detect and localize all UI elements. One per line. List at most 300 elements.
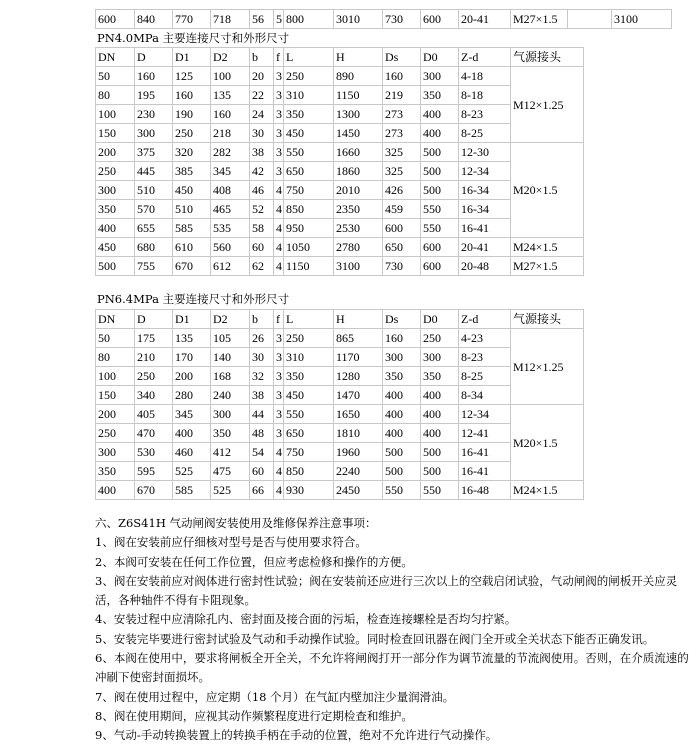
table-cell: 282	[211, 143, 250, 162]
table-cell: 755	[135, 257, 173, 276]
table-cell: 4-18	[459, 67, 511, 86]
table-cell: 210	[135, 348, 173, 367]
table-cell: 150	[96, 386, 135, 405]
column-header: D2	[211, 310, 250, 329]
column-header: H	[334, 48, 383, 67]
table-row	[96, 181, 584, 200]
table-cell: 3	[274, 105, 284, 124]
table-cell: 250	[421, 329, 459, 348]
table-cell: 2780	[334, 238, 383, 257]
table-cell: 3	[274, 386, 284, 405]
table-cell: 1300	[334, 105, 383, 124]
table-cell: 38	[250, 386, 274, 405]
table-cell: 8-23	[459, 348, 511, 367]
table-cell: 310	[284, 348, 334, 367]
table-cell: 500	[421, 181, 459, 200]
pn40-table	[95, 47, 584, 276]
column-header: Z-d	[459, 310, 511, 329]
column-header: b	[250, 310, 274, 329]
air-connector-cell: M20×1.5	[511, 143, 584, 238]
table-cell: 175	[135, 329, 173, 348]
table-cell: 250	[96, 162, 135, 181]
table-cell: 273	[383, 105, 421, 124]
table-cell: 300	[96, 181, 135, 200]
table-cell: 160	[173, 86, 211, 105]
table-cell: 730	[383, 257, 421, 276]
table-cell: 930	[284, 481, 334, 500]
table-cell: 850	[284, 200, 334, 219]
table-cell: 300	[383, 348, 421, 367]
table-cell: 610	[173, 238, 211, 257]
table-cell: 600	[383, 219, 421, 238]
table-cell: 500	[96, 257, 135, 276]
table-cell: 750	[284, 443, 334, 462]
table-cell: 250	[284, 67, 334, 86]
table-cell: 400	[383, 386, 421, 405]
table-cell: 1150	[334, 86, 383, 105]
table-cell: 8-25	[459, 367, 511, 386]
table-cell: 42	[250, 162, 274, 181]
table-cell: 400	[421, 424, 459, 443]
table-cell	[568, 10, 612, 29]
column-header: DN	[96, 48, 135, 67]
table-cell: 3	[274, 86, 284, 105]
table-cell: 32	[250, 367, 274, 386]
table-cell: 16-41	[459, 443, 511, 462]
table-cell: 250	[96, 424, 135, 443]
table-cell: 16-34	[459, 200, 511, 219]
table-cell: 250	[135, 367, 173, 386]
table-cell: 412	[211, 443, 250, 462]
table-cell: 5	[274, 10, 284, 29]
table-cell: 30	[250, 124, 274, 143]
table-cell: 3	[274, 124, 284, 143]
note-item: 7、阀在使用过程中，应定期（18 个月）在气缸内壁加注少量润滑油。	[95, 689, 455, 704]
table-cell: 100	[96, 105, 135, 124]
table-cell: 459	[383, 200, 421, 219]
table-cell: 240	[211, 386, 250, 405]
table-row	[96, 162, 584, 181]
table-cell: 1810	[334, 424, 383, 443]
table-cell: 530	[135, 443, 173, 462]
table-cell: 160	[211, 105, 250, 124]
table-cell: 3	[274, 143, 284, 162]
column-header: D2	[211, 48, 250, 67]
table-cell: 510	[173, 200, 211, 219]
table-cell: 320	[173, 143, 211, 162]
table-cell: 16-34	[459, 181, 511, 200]
table-cell: 190	[173, 105, 211, 124]
table-cell: 200	[96, 405, 135, 424]
table-cell: 125	[173, 67, 211, 86]
column-header: L	[284, 310, 334, 329]
table-cell: 400	[421, 386, 459, 405]
table-cell: 730	[383, 10, 421, 29]
table-cell: 2450	[334, 481, 383, 500]
note-item: 2、本阀可安装在任何工作位置，但应考虑检修和操作的方便。	[95, 554, 413, 569]
column-header: D	[135, 310, 173, 329]
column-header: D0	[421, 310, 459, 329]
column-header: 气源接头	[511, 48, 584, 67]
table-cell: 550	[421, 219, 459, 238]
table-cell: 26	[250, 329, 274, 348]
table-cell: 4	[274, 181, 284, 200]
column-header: DN	[96, 310, 135, 329]
table-cell: 4	[274, 238, 284, 257]
table-cell: 500	[383, 443, 421, 462]
table-cell: 4	[274, 200, 284, 219]
table-cell: 2530	[334, 219, 383, 238]
table-cell: 800	[284, 10, 334, 29]
table-cell: 400	[383, 424, 421, 443]
table-cell: 670	[173, 257, 211, 276]
table-cell: 4	[274, 462, 284, 481]
table-cell: 8-18	[459, 86, 511, 105]
table-cell: 375	[135, 143, 173, 162]
table-cell: 650	[284, 424, 334, 443]
table-row	[96, 443, 584, 462]
column-header: Ds	[383, 48, 421, 67]
table-cell: 600	[421, 10, 459, 29]
table-cell: 1470	[334, 386, 383, 405]
table-row	[96, 143, 584, 162]
table-cell: 30	[250, 348, 274, 367]
table-cell: 22	[250, 86, 274, 105]
pn64-table	[95, 309, 584, 500]
table-cell: 600	[421, 257, 459, 276]
table-cell: 218	[211, 124, 250, 143]
table-cell: 510	[135, 181, 173, 200]
table-cell: 219	[383, 86, 421, 105]
table-cell: 1050	[284, 238, 334, 257]
table-cell: 300	[135, 124, 173, 143]
table-cell: 16-41	[459, 462, 511, 481]
column-header: L	[284, 48, 334, 67]
table-cell: 12-34	[459, 162, 511, 181]
maintenance-notes	[95, 514, 695, 746]
table-cell: 150	[96, 124, 135, 143]
table-cell: 44	[250, 405, 274, 424]
table-row	[96, 481, 584, 500]
table-cell: 250	[173, 124, 211, 143]
table-cell: 400	[421, 124, 459, 143]
table-cell: M27×1.5	[511, 10, 568, 29]
table-cell: 300	[211, 405, 250, 424]
table-cell: 340	[135, 386, 173, 405]
pn40-caption: PN4.0MPa 主要连接尺寸和外形尺寸	[97, 31, 290, 45]
column-header: 气源接头	[511, 310, 584, 329]
table-cell: 56	[250, 10, 274, 29]
table-cell: 450	[284, 124, 334, 143]
table-cell: 535	[211, 219, 250, 238]
table-cell: 80	[96, 348, 135, 367]
air-connector-cell: M24×1.5	[511, 481, 584, 500]
table-cell: 20-48	[459, 257, 511, 276]
table-cell: 3	[274, 348, 284, 367]
table-cell: 310	[284, 86, 334, 105]
table-cell: 1650	[334, 405, 383, 424]
table-cell: 4	[274, 219, 284, 238]
air-connector-cell: M20×1.5	[511, 405, 584, 481]
table-cell: 350	[211, 424, 250, 443]
table-cell: 460	[173, 443, 211, 462]
table-cell: 195	[135, 86, 173, 105]
table-cell: 4	[274, 257, 284, 276]
table-cell: 3	[274, 367, 284, 386]
table-cell: 66	[250, 481, 274, 500]
table-cell: 50	[96, 329, 135, 348]
table-cell: 300	[421, 67, 459, 86]
top-row-table	[95, 9, 672, 29]
table-cell: 325	[383, 162, 421, 181]
table-cell: 24	[250, 105, 274, 124]
table-cell: 105	[211, 329, 250, 348]
table-cell: 350	[284, 367, 334, 386]
table-cell: 3	[274, 405, 284, 424]
table-row	[96, 257, 584, 276]
table-cell: 345	[211, 162, 250, 181]
column-header: b	[250, 48, 274, 67]
table-cell: 1150	[284, 257, 334, 276]
table-cell: 4	[274, 443, 284, 462]
column-header: D1	[173, 310, 211, 329]
air-connector-cell: M27×1.5	[511, 257, 584, 276]
column-header: Ds	[383, 310, 421, 329]
table-cell: 350	[96, 200, 135, 219]
table-cell: 612	[211, 257, 250, 276]
table-cell: 550	[421, 481, 459, 500]
table-cell: 48	[250, 424, 274, 443]
table-row	[96, 105, 584, 124]
table-cell: 8-34	[459, 386, 511, 405]
table-cell: 50	[96, 67, 135, 86]
table-cell: 525	[211, 481, 250, 500]
table-cell: 3	[274, 424, 284, 443]
table-cell: 500	[421, 443, 459, 462]
note-item: 8、阀在使用期间，应视其动作频繁程度进行定期检查和维护。	[95, 708, 413, 723]
table-cell: 20	[250, 67, 274, 86]
table-cell: 20-41	[459, 238, 511, 257]
table-cell: 655	[135, 219, 173, 238]
table-row	[96, 424, 584, 443]
table-cell: 550	[284, 143, 334, 162]
table-cell: 54	[250, 443, 274, 462]
table-cell: 350	[284, 105, 334, 124]
air-connector-cell: M24×1.5	[511, 238, 584, 257]
table-cell: 2240	[334, 462, 383, 481]
table-cell: 100	[211, 67, 250, 86]
table-cell: 865	[334, 329, 383, 348]
table-cell: 450	[96, 238, 135, 257]
table-cell: 550	[383, 481, 421, 500]
column-header: D0	[421, 48, 459, 67]
table-cell: 300	[421, 348, 459, 367]
table-cell: 52	[250, 200, 274, 219]
table-cell: 400	[421, 105, 459, 124]
table-cell: 1450	[334, 124, 383, 143]
table-cell: 100	[96, 367, 135, 386]
table-cell: 3100	[612, 10, 672, 29]
table-cell: 3100	[334, 257, 383, 276]
table-cell: 8-25	[459, 124, 511, 143]
table-cell: 890	[334, 67, 383, 86]
table-cell: 470	[135, 424, 173, 443]
table-cell: 400	[96, 481, 135, 500]
table-cell: 500	[421, 143, 459, 162]
table-cell: 850	[284, 462, 334, 481]
table-cell: 16-41	[459, 219, 511, 238]
note-item: 6、本阀在使用中，要求将闸板全开全关，不允许将闸阀打开一部分作为调节流量的节流阀使用。否则，在介质流速的冲刷下使密封面损坏。	[95, 651, 689, 685]
table-cell: 770	[173, 10, 211, 29]
notes-heading: 六、Z6S41H 气动闸阀安装使用及维修保养注意事项：	[95, 516, 377, 530]
column-header: f	[274, 310, 284, 329]
table-cell: 12-34	[459, 405, 511, 424]
table-cell: 300	[96, 443, 135, 462]
table-row	[96, 462, 584, 481]
note-item: 4、安装过程中应清除孔内、密封面及接合面的污垢，检查连接螺栓是否均匀拧紧。	[95, 612, 517, 627]
table-row	[96, 405, 584, 424]
table-cell: 408	[211, 181, 250, 200]
column-header: Z-d	[459, 48, 511, 67]
table-cell: 280	[173, 386, 211, 405]
note-item: 1、阀在安装前应仔细核对型号是否与使用要求符合。	[95, 535, 367, 550]
table-cell: 38	[250, 143, 274, 162]
table-cell: 62	[250, 257, 274, 276]
table-cell: 680	[135, 238, 173, 257]
table-cell: 135	[173, 329, 211, 348]
table-cell: 385	[173, 162, 211, 181]
table-row	[96, 329, 584, 348]
table-cell: 570	[135, 200, 173, 219]
table-cell: 718	[211, 10, 250, 29]
table-cell: 273	[383, 124, 421, 143]
table-header-row	[96, 310, 584, 329]
table-cell: 58	[250, 219, 274, 238]
table-cell: 465	[211, 200, 250, 219]
pn64-caption: PN6.4MPa 主要连接尺寸和外形尺寸	[97, 292, 290, 306]
table-row	[96, 367, 584, 386]
table-row	[96, 10, 672, 29]
note-item: 5、安装完毕要进行密封试验及气动和手动操作试验。同时检查回讯器在阀门全开或全关状态下能否正确发讯。	[95, 631, 655, 646]
table-cell: 3	[274, 329, 284, 348]
table-cell: 650	[284, 162, 334, 181]
table-cell: 3010	[334, 10, 383, 29]
air-connector-cell: M12×1.25	[511, 329, 584, 405]
table-cell: 3	[274, 67, 284, 86]
table-cell: 1860	[334, 162, 383, 181]
table-row	[96, 386, 584, 405]
table-cell: 46	[250, 181, 274, 200]
table-cell: 170	[173, 348, 211, 367]
table-cell: 405	[135, 405, 173, 424]
table-cell: 500	[421, 162, 459, 181]
table-cell: 4-23	[459, 329, 511, 348]
table-row	[96, 124, 584, 143]
table-cell: 400	[96, 219, 135, 238]
table-cell: 60	[250, 462, 274, 481]
table-cell: 550	[421, 200, 459, 219]
table-cell: 200	[96, 143, 135, 162]
note-item: 3、阀在安装前应对阀体进行密封性试验；阀在安装前还应进行三次以上的空载启闭试验，气动闸阀的闸板开关应灵活，各种轴件不得有卡阻现象。	[95, 573, 678, 608]
table-cell: 426	[383, 181, 421, 200]
table-cell: 20-41	[459, 10, 511, 29]
table-cell: 525	[173, 462, 211, 481]
table-cell: 950	[284, 219, 334, 238]
column-header: H	[334, 310, 383, 329]
table-cell: 400	[421, 405, 459, 424]
table-cell: 585	[173, 219, 211, 238]
table-cell: 750	[284, 181, 334, 200]
table-cell: 230	[135, 105, 173, 124]
table-cell: 1280	[334, 367, 383, 386]
table-cell: 400	[383, 405, 421, 424]
table-cell: 560	[211, 238, 250, 257]
table-cell: 4	[274, 481, 284, 500]
table-cell: 168	[211, 367, 250, 386]
table-cell: 1960	[334, 443, 383, 462]
table-cell: 350	[421, 86, 459, 105]
table-cell: 2350	[334, 200, 383, 219]
column-header: f	[274, 48, 284, 67]
table-cell: 550	[284, 405, 334, 424]
table-cell: 475	[211, 462, 250, 481]
table-cell: 160	[383, 67, 421, 86]
table-cell: 445	[135, 162, 173, 181]
table-cell: 585	[173, 481, 211, 500]
table-cell: 3	[274, 162, 284, 181]
table-cell: 350	[383, 367, 421, 386]
table-cell: 60	[250, 238, 274, 257]
table-cell: 80	[96, 86, 135, 105]
table-cell: 345	[173, 405, 211, 424]
table-row	[96, 67, 584, 86]
table-cell: 250	[284, 329, 334, 348]
table-cell: 350	[421, 367, 459, 386]
table-cell: 160	[135, 67, 173, 86]
table-cell: 16-48	[459, 481, 511, 500]
table-cell: 595	[135, 462, 173, 481]
table-cell: 12-41	[459, 424, 511, 443]
table-cell: 840	[135, 10, 173, 29]
table-cell: 500	[421, 462, 459, 481]
table-cell: 450	[284, 386, 334, 405]
table-cell: 135	[211, 86, 250, 105]
table-cell: 12-30	[459, 143, 511, 162]
table-header-row	[96, 48, 584, 67]
table-cell: 400	[173, 424, 211, 443]
table-cell: 160	[383, 329, 421, 348]
table-cell: 450	[173, 181, 211, 200]
table-cell: 650	[383, 238, 421, 257]
table-row	[96, 86, 584, 105]
table-cell: 670	[135, 481, 173, 500]
air-connector-cell: M12×1.25	[511, 67, 584, 143]
table-row	[96, 238, 584, 257]
table-cell: 200	[173, 367, 211, 386]
table-cell: 1660	[334, 143, 383, 162]
table-cell: 1170	[334, 348, 383, 367]
table-row	[96, 348, 584, 367]
note-item: 9、气动-手动转换装置上的转换手柄在手动的位置，绝对不允许进行气动操作。	[95, 728, 498, 743]
column-header: D	[135, 48, 173, 67]
table-cell: 2010	[334, 181, 383, 200]
table-row	[96, 200, 584, 219]
table-cell: 140	[211, 348, 250, 367]
table-row	[96, 219, 584, 238]
table-cell: 350	[96, 462, 135, 481]
column-header: D1	[173, 48, 211, 67]
table-cell: 600	[421, 238, 459, 257]
